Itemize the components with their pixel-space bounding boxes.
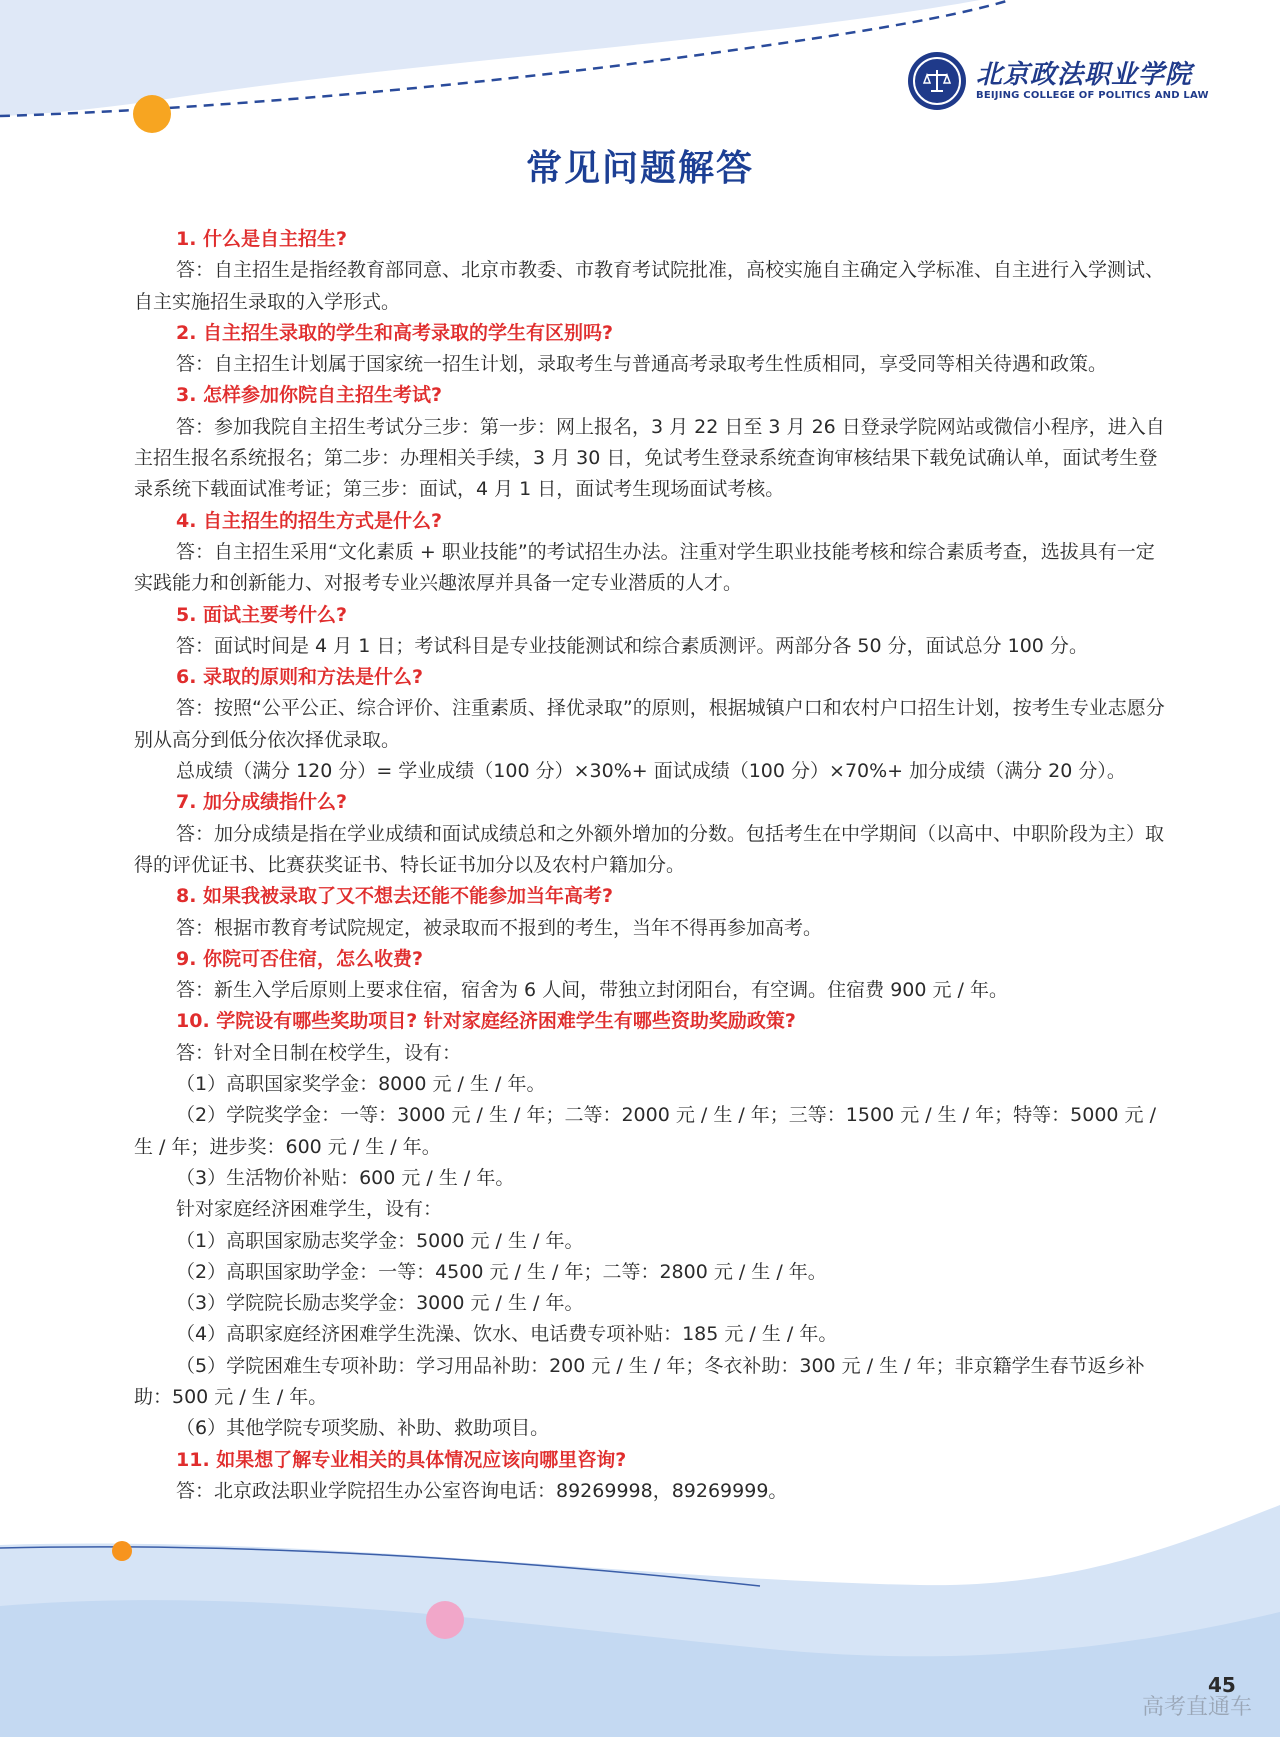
faq-content [134, 224, 1166, 1507]
question-8: 8. 如果我被录取了又不想去还能不能参加当年高考? [176, 885, 614, 908]
page-number: 45 [1208, 1673, 1236, 1697]
answer-10-item: （2）高职国家助学金：一等：4500 元 / 生 / 年；二等：2800 元 / 生 / 年。 [176, 1260, 827, 1283]
question-10: 10. 学院设有哪些奖助项目? 针对家庭经济困难学生有哪些资助奖励政策? [176, 1010, 796, 1033]
question-4: 4. 自主招生的招生方式是什么? [176, 509, 443, 532]
logo-chinese-name: 北京政法职业学院 [976, 60, 1193, 90]
logo-english-name: BEIJING COLLEGE OF POLITICS AND LAW [976, 90, 1209, 101]
college-seal-icon [908, 52, 966, 110]
answer-10-intro: 答：针对全日制在校学生，设有： [176, 1041, 462, 1064]
answer-10-item: （2）学院奖学金：一等：3000 元 / 生 / 年；二等：2000 元 / 生 / 年；三等：1500 元 / 生 / 年；特等：5000 元 / 生 / 年；进步奖：600 元 / 生 / 年。 [134, 1104, 1156, 1158]
answer-4: 答：自主招生采用“文化素质 + 职业技能”的考试招生办法。注重对学生职业技能考核和综合素质考查，选拔具有一定实践能力和创新能力、对报考专业兴趣浓厚并具备一定专业潜质的人才。 [134, 540, 1155, 595]
question-6: 6. 录取的原则和方法是什么? [176, 666, 424, 689]
question-5: 5. 面试主要考什么? [176, 603, 348, 626]
question-3: 3. 怎样参加你院自主招生考试? [176, 384, 443, 407]
footer-brand-watermark: 高考直通车 [1141, 1695, 1252, 1720]
page-title: 常见问题解答 [525, 148, 754, 189]
answer-10-item: （5）学院困难生专项补助：学习用品补助：200 元 / 生 / 年；冬衣补助：300 元 / 生 / 年；非京籍学生春节返乡补助：500 元 / 生 / 年。 [134, 1354, 1145, 1408]
answer-1: 答：自主招生是指经教育部同意、北京市教委、市教育考试院批准，高校实施自主确定入学标准、自主进行入学测试、自主实施招生录取的入学形式。 [134, 259, 1165, 313]
question-11: 11. 如果想了解专业相关的具体情况应该向哪里咨询? [176, 1448, 627, 1471]
answer-10-item: （4）高职家庭经济困难学生洗澡、饮水、电话费专项补贴：185 元 / 生 / 年。 [176, 1323, 838, 1346]
answer-10-item: （3）生活物价补贴：600 元 / 生 / 年。 [176, 1166, 515, 1189]
pink-dot-bottom [426, 1601, 464, 1639]
answer-2: 答：自主招生计划属于国家统一招生计划，录取考生与普通高考录取考生性质相同，享受同等相关待遇和政策。 [176, 353, 1108, 376]
college-logo [908, 52, 1209, 110]
answer-6-formula: 总成绩（满分 120 分）= 学业成绩（100 分）×30%+ 面试成绩（100 分）×70%+ 加分成绩（满分 20 分）。 [176, 760, 1126, 783]
answer-8: 答：根据市教育考试院规定，被录取而不报到的考生，当年不得再参加高考。 [176, 916, 823, 939]
answer-9: 答：新生入学后原则上要求住宿，宿舍为 6 人间，带独立封闭阳台，有空调。住宿费 900 元 / 年。 [176, 979, 1008, 1002]
orange-dot-bottom [112, 1541, 132, 1561]
answer-10-item: （1）高职国家奖学金：8000 元 / 生 / 年。 [176, 1073, 546, 1096]
answer-6: 答：按照“公平公正、综合评价、注重素质、择优录取”的原则，根据城镇户口和农村户口招生计划，按考生专业志愿分别从高分到低分依次择优录取。 [134, 697, 1165, 751]
question-1: 1. 什么是自主招生? [176, 228, 348, 250]
orange-dot-top [133, 95, 171, 133]
question-2: 2. 自主招生录取的学生和高考录取的学生有区别吗? [176, 321, 614, 344]
question-7: 7. 加分成绩指什么? [176, 791, 348, 814]
answer-3: 答：参加我院自主招生考试分三步：第一步：网上报名，3 月 22 日至 3 月 26 日登录学院网站或微信小程序，进入自主招生报名系统报名；第二步：办理相关手续，3 月 30 日，免试考生登录系统查询审核结果下载免试确认单，面试考生登录系统下载面试准考证；第三步：面试，4 月 1 日，面试考生现场面试考核。 [134, 415, 1165, 501]
answer-7: 答：加分成绩是指在学业成绩和面试成绩总和之外额外增加的分数。包括考生在中学期间（以高中、中职阶段为主）取得的评优证书、比赛获奖证书、特长证书加分以及农村户籍加分。 [134, 822, 1165, 876]
answer-10-item: （6）其他学院专项奖励、补助、救助项目。 [176, 1417, 550, 1440]
answer-10-item: （1）高职国家励志奖学金：5000 元 / 生 / 年。 [176, 1229, 584, 1252]
answer-10-item: （3）学院院长励志奖学金：3000 元 / 生 / 年。 [176, 1292, 584, 1315]
answer-10-subheading: 针对家庭经济困难学生，设有： [176, 1198, 443, 1221]
answer-11: 答：北京政法职业学院招生办公室咨询电话：89269998，89269999。 [176, 1479, 788, 1502]
question-9: 9. 你院可否住宿，怎么收费? [176, 947, 424, 970]
answer-5: 答：面试时间是 4 月 1 日；考试科目是专业技能测试和综合素质测评。两部分各 50 分，面试总分 100 分。 [176, 634, 1088, 657]
